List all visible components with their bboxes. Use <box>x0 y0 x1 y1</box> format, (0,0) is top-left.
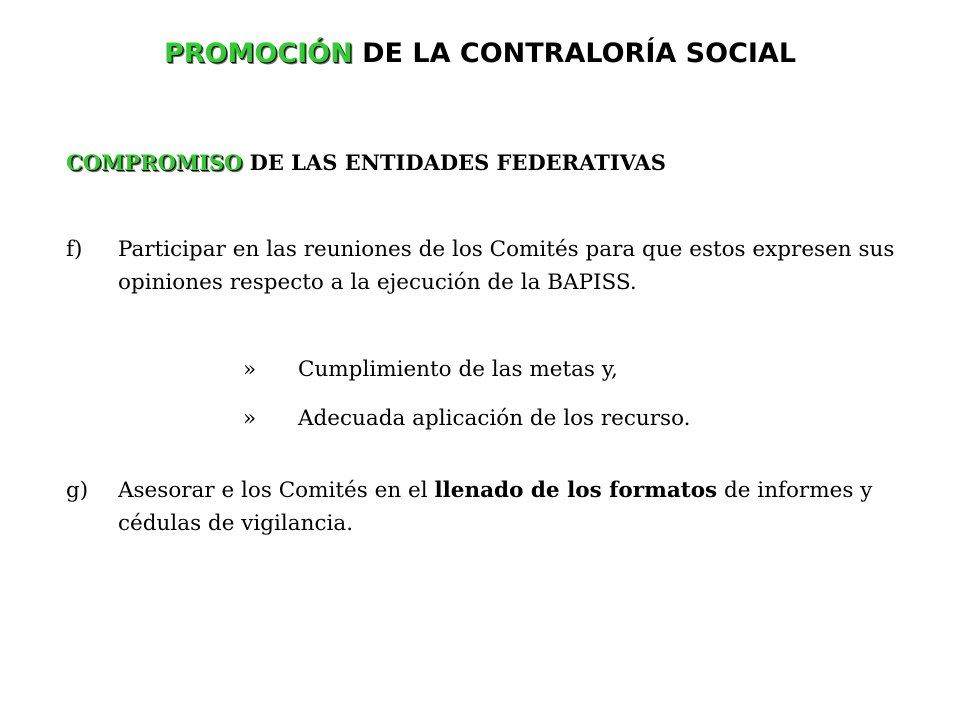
bullet-marker: » <box>243 406 257 431</box>
bullet-marker: » <box>243 357 257 382</box>
subtitle-accent-word: COMPROMISO <box>66 150 243 175</box>
list-text-g-bold: llenado de los formatos <box>434 478 718 503</box>
title-accent-word: PROMOCIÓN <box>163 38 353 69</box>
list-item-f <box>66 233 896 299</box>
sub-bullet-list <box>243 345 690 443</box>
list-text-g-start: Asesorar e los Comités en el <box>118 478 435 503</box>
title-rest: DE LA CONTRALORÍA SOCIAL <box>352 38 797 69</box>
list-marker-g: g) <box>66 478 89 503</box>
list-text-g-end: de informes y cédulas de vigilancia. <box>118 478 873 536</box>
section-subtitle <box>66 150 666 175</box>
bullet-text: Adecuada aplicación de los recurso. <box>298 406 691 431</box>
subtitle-rest: DE LAS ENTIDADES FEDERATIVAS <box>242 150 666 175</box>
list-item-g <box>66 474 896 540</box>
list-text-g <box>118 474 896 540</box>
list-marker-f: f) <box>66 237 83 262</box>
slide-title <box>0 38 960 69</box>
bullet-text: Cumplimiento de las metas y, <box>298 357 618 382</box>
sub-bullet-item <box>243 394 690 443</box>
sub-bullet-item <box>243 345 690 394</box>
list-text-f: Participar en las reuniones de los Comités para que estos expresen sus opiniones respecto a la ejecución de la BAPISS. <box>118 237 895 295</box>
